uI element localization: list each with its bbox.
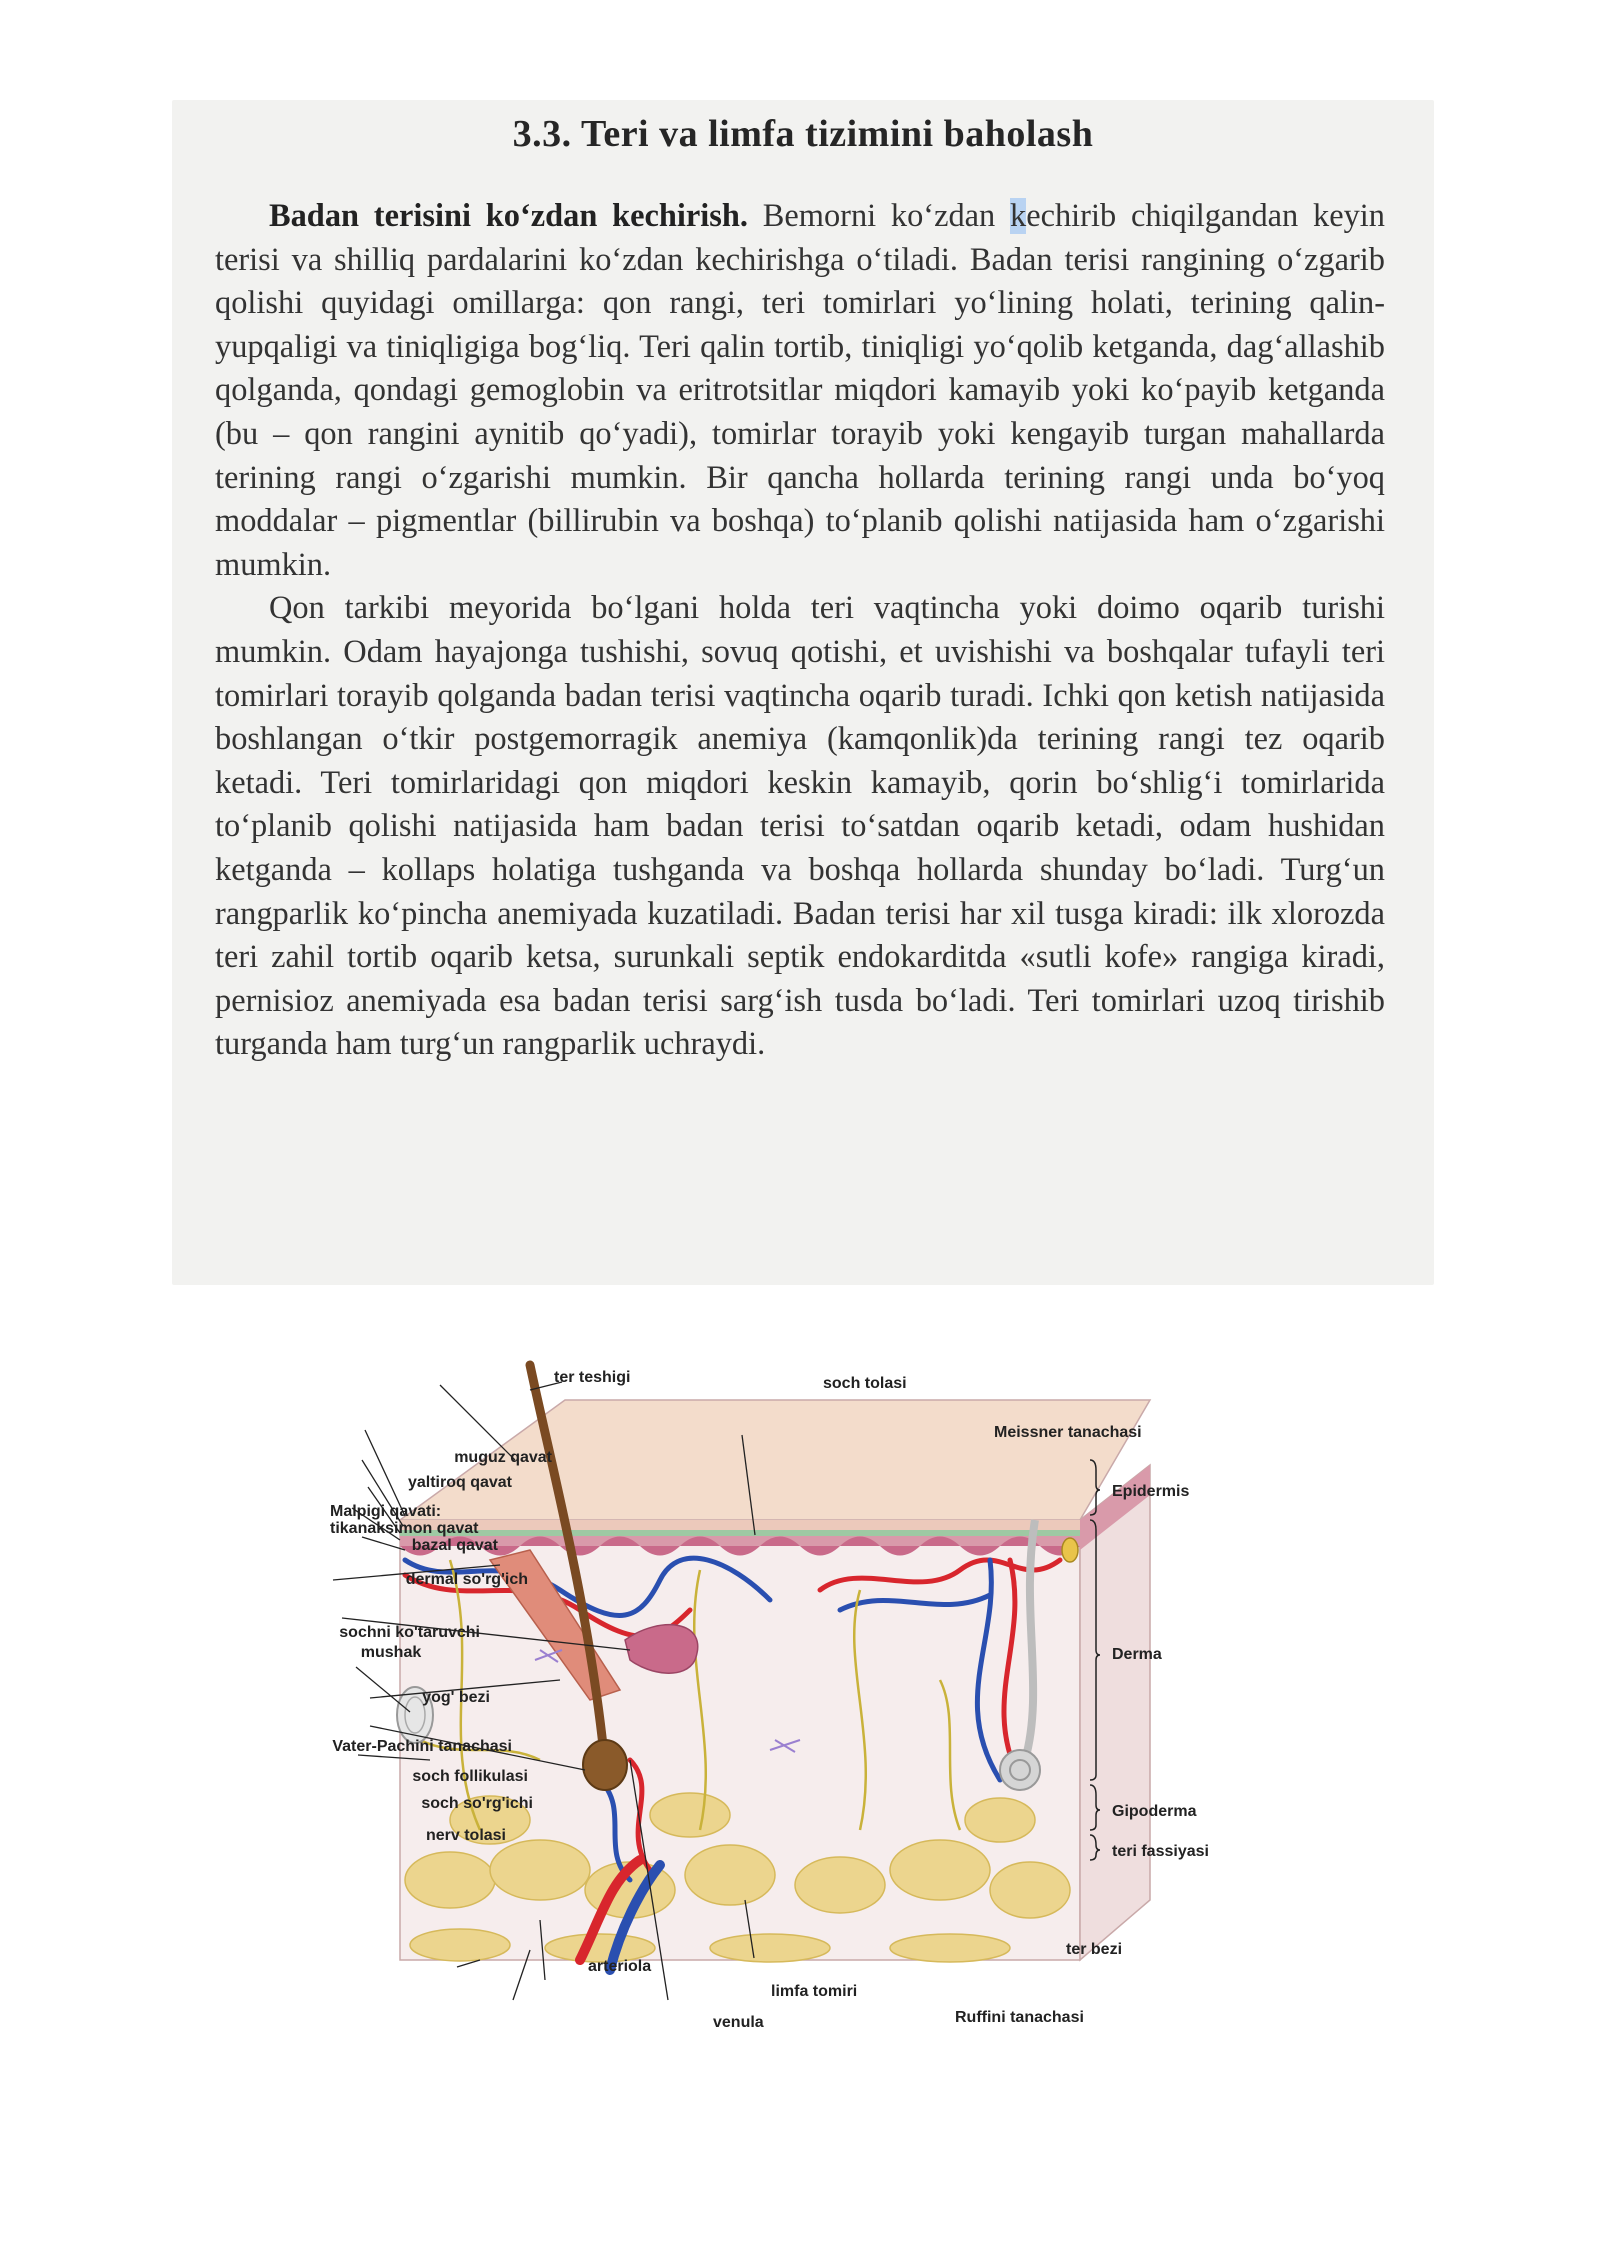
label-ter-teshigi: ter teshigi <box>554 1369 631 1386</box>
label-dermal: dermal so'rg'ich <box>405 1571 528 1588</box>
section-heading: 3.3. Teri va limfa tizimini baholash <box>512 113 1094 155</box>
paragraph-1 <box>215 195 1385 587</box>
label-limfa-tomiri: limfa tomiri <box>771 1983 858 2000</box>
paragraph-1-text-a: Bemorni ko‘zdan <box>748 198 1011 234</box>
paragraph-1-lead: Badan terisini ko‘zdan kechirish. <box>269 198 748 234</box>
meissner-corpuscle <box>1062 1538 1078 1562</box>
skin-diagram <box>300 1360 1300 2040</box>
paragraph-2: Qon tarkibi meyorida bo‘lgani holda teri vaqtincha yoki doimo oqarib turishi mumkin. Odam hayajonga tushishi, sovuq qotishi, et uvishishi va boshqalar tufayli teri tomirlari torayib qolganda badan terisi vaqtincha oqarib turadi. Ichki qon ketish natijasida boshlangan o‘tkir postgemorragik anemiya (kamqonlik)da terining rangi tez oqarib ketadi. Teri tomirlaridagi qon miqdori keskin kamayib, qorin bo‘shlig‘i tomirlarida to‘planib qolishi natijasida ham badan terisi to‘satdan oqarib ketadi, odam hushidan ketganda – kollaps holatiga tushganda va boshqa hollarda shunday bo‘ladi. Turg‘un rangparlik ko‘pincha anemiyada kuzatiladi. Badan terisi har xil tusga kiradi: ilk xlorozda teri zahil tortib oqarib ketsa, surunkali septik endokarditda «sutli kofe» rangiga kiradi, pernisioz anemiyada esa badan terisi sarg‘ish tusda bo‘ladi. Teri tomirlari uzoq tirishib turganda ham turg‘un rangparlik uchraydi. <box>215 590 1385 1063</box>
label-tikanaksimon: tikanaksimon qavat <box>330 1520 479 1537</box>
stratum-corneum <box>400 1520 1080 1530</box>
label-arteriola: arteriola <box>588 1958 652 1975</box>
label-meissner: Meissner tanachasi <box>994 1424 1142 1441</box>
label-soch-tolasi: soch tolasi <box>823 1375 907 1392</box>
label-venula: venula <box>713 2014 764 2031</box>
label-soch-follikulasi: soch follikulasi <box>412 1768 528 1785</box>
label-sochni-2: mushak <box>360 1644 422 1661</box>
paragraph-1-text-b: echirib chiqilgandan keyin terisi va shilliq pardalarini ko‘zdan kechirishga o‘tiladi. Badan terisi rangining o‘zgarib qolishi quyidagi omillarga: qon rangi, teri tomirlari yo‘lining holati, terining qalin-yupqaligi va tiniqligiga bog‘liq. Teri qalin tortib, tiniqligi yo‘qolib ketganda, dag‘allashib qolganda, qondagi gemoglobin va eritrotsitlar miqdori kamayib yoki ko‘payib ketganda (bu – qon rangini aynitib qo‘yadi), tomirlar torayib yoki kengayib turgan mahallarda terining rangi o‘zgarishi mumkin. Bir qancha hollarda terining rangi unda bo‘yoq moddalar – pigmentlar (billirubin va boshqa) to‘planib qolishi natijasida ham o‘zgarishi mumkin. <box>215 198 1385 583</box>
text-selection-highlight[interactable]: k <box>1010 198 1027 234</box>
label-ter-bezi: ter bezi <box>1066 1941 1123 1958</box>
label-soch-sorgichi: soch so'rg'ichi <box>421 1795 533 1812</box>
label-epidermis: Epidermis <box>1112 1483 1190 1500</box>
sweat-gland-coil <box>1000 1750 1040 1790</box>
label-yaltiroq: yaltiroq qavat <box>407 1474 512 1491</box>
label-yog-bezi: yog' bezi <box>422 1689 490 1706</box>
label-teri-fassiyasi: teri fassiyasi <box>1112 1843 1209 1860</box>
label-muguz: muguz qavat <box>454 1449 552 1466</box>
label-ruffini: Ruffini tanachasi <box>955 2009 1084 2026</box>
label-nerv-tolasi: nerv tolasi <box>425 1827 506 1844</box>
body-text <box>215 195 1385 1067</box>
hair-bulb <box>583 1740 627 1790</box>
label-vater-pachini: Vater-Pachini tanachasi <box>332 1738 512 1755</box>
label-bazal: bazal qavat <box>411 1537 498 1554</box>
stratum-lucidum <box>400 1530 1080 1536</box>
label-sochni-1: sochni ko'taruvchi <box>339 1624 480 1641</box>
label-malpigi: Malpigi qavati: <box>330 1503 442 1520</box>
label-derma: Derma <box>1112 1646 1162 1663</box>
scanned-page <box>172 100 1434 1285</box>
stratum-spinosum <box>400 1536 1080 1546</box>
label-gipoderma: Gipoderma <box>1112 1803 1197 1820</box>
